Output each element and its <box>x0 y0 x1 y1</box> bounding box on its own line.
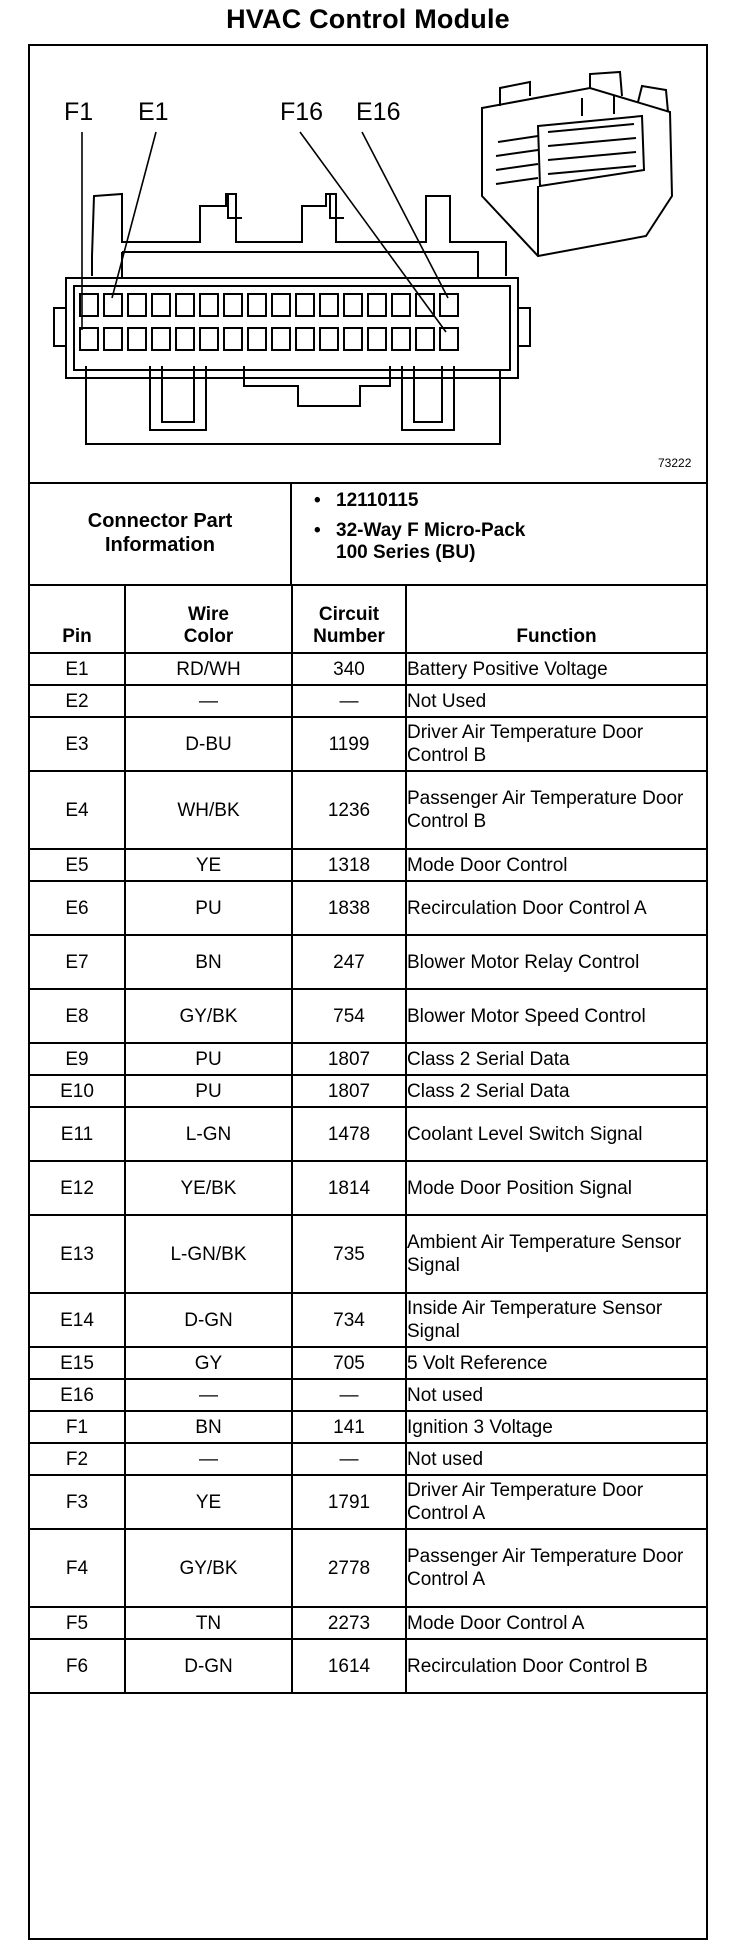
function-cell: 5 Volt Reference <box>406 1347 706 1379</box>
cavity-row-f <box>80 328 458 350</box>
pin-cell: F4 <box>30 1529 125 1607</box>
connector-3d-icon <box>482 72 672 256</box>
wire-color-cell: D-BU <box>125 717 292 771</box>
circuit-cell: 1478 <box>292 1107 406 1161</box>
part-number-item <box>314 490 418 512</box>
circuit-cell: 141 <box>292 1411 406 1443</box>
function-cell: Ambient Air Temperature Sensor Signal <box>406 1215 706 1293</box>
function-cell: Ignition 3 Voltage <box>406 1411 706 1443</box>
col-function: Function <box>406 584 706 653</box>
table-row <box>30 1215 706 1293</box>
table-row <box>30 1529 706 1607</box>
function-cell: Recirculation Door Control B <box>406 1639 706 1693</box>
pin-cell: E2 <box>30 685 125 717</box>
table-row <box>30 989 706 1043</box>
pinout-frame <box>28 44 708 1940</box>
wire-color-cell: TN <box>125 1607 292 1639</box>
figure-number: 73222 <box>658 456 692 470</box>
function-cell: Driver Air Temperature Door Control A <box>406 1475 706 1529</box>
table-row <box>30 1075 706 1107</box>
circuit-cell: 735 <box>292 1215 406 1293</box>
function-cell: Blower Motor Relay Control <box>406 935 706 989</box>
table-row <box>30 881 706 935</box>
pin-cell: E6 <box>30 881 125 935</box>
function-cell: Mode Door Position Signal <box>406 1161 706 1215</box>
circuit-cell: — <box>292 685 406 717</box>
function-cell: Blower Motor Speed Control <box>406 989 706 1043</box>
col-pin: Pin <box>30 584 125 653</box>
wire-color-cell: BN <box>125 935 292 989</box>
table-row <box>30 1379 706 1411</box>
wire-color-cell: L-GN/BK <box>125 1215 292 1293</box>
circuit-cell: 2273 <box>292 1607 406 1639</box>
table-row <box>30 653 706 685</box>
function-cell: Mode Door Control <box>406 849 706 881</box>
function-cell: Not used <box>406 1379 706 1411</box>
circuit-cell: 2778 <box>292 1529 406 1607</box>
description-item <box>314 520 525 542</box>
wire-color-cell: — <box>125 1443 292 1475</box>
pin-cell: F1 <box>30 1411 125 1443</box>
bullet-icon: • <box>314 520 321 541</box>
description-item-cont <box>336 542 475 564</box>
function-cell: Battery Positive Voltage <box>406 653 706 685</box>
function-cell: Coolant Level Switch Signal <box>406 1107 706 1161</box>
circuit-cell: 1807 <box>292 1043 406 1075</box>
wire-color-cell: RD/WH <box>125 653 292 685</box>
function-cell: Recirculation Door Control A <box>406 881 706 935</box>
label-f1: F1 <box>64 98 94 126</box>
circuit-cell: 1614 <box>292 1639 406 1693</box>
wire-color-cell: — <box>125 685 292 717</box>
function-cell: Inside Air Temperature Sensor Signal <box>406 1293 706 1347</box>
wire-color-cell: D-GN <box>125 1639 292 1693</box>
wire-color-cell: PU <box>125 1075 292 1107</box>
wire-color-cell: PU <box>125 1043 292 1075</box>
pin-cell: E11 <box>30 1107 125 1161</box>
info-label-line2: Information <box>105 534 215 556</box>
table-row <box>30 1607 706 1639</box>
pin-cell: E9 <box>30 1043 125 1075</box>
label-e16: E16 <box>356 98 401 126</box>
pin-cell: E3 <box>30 717 125 771</box>
wire-color-cell: YE/BK <box>125 1161 292 1215</box>
pin-cell: E14 <box>30 1293 125 1347</box>
table-row <box>30 717 706 771</box>
function-cell: Not Used <box>406 685 706 717</box>
wire-color-cell: GY <box>125 1347 292 1379</box>
function-cell: Class 2 Serial Data <box>406 1043 706 1075</box>
wire-color-cell: WH/BK <box>125 771 292 849</box>
cavity-row-e <box>80 294 458 316</box>
wire-color-cell: BN <box>125 1411 292 1443</box>
wire-color-cell: — <box>125 1379 292 1411</box>
pin-table <box>30 584 706 1694</box>
pin-cell: E5 <box>30 849 125 881</box>
pin-cell: F3 <box>30 1475 125 1529</box>
pin-cell: E1 <box>30 653 125 685</box>
table-row <box>30 1475 706 1529</box>
circuit-cell: 1236 <box>292 771 406 849</box>
col-wire-color: Wire Color <box>125 584 292 653</box>
table-header-row <box>30 584 706 653</box>
circuit-cell: — <box>292 1443 406 1475</box>
table-row <box>30 1107 706 1161</box>
pin-cell: E10 <box>30 1075 125 1107</box>
col-circuit-number: Circuit Number <box>292 584 406 653</box>
pin-cell: E12 <box>30 1161 125 1215</box>
connector-diagram <box>30 46 706 484</box>
pin-cell: F2 <box>30 1443 125 1475</box>
circuit-cell: 1838 <box>292 881 406 935</box>
circuit-cell: 1791 <box>292 1475 406 1529</box>
function-cell: Passenger Air Temperature Door Control B <box>406 771 706 849</box>
circuit-cell: 247 <box>292 935 406 989</box>
table-row <box>30 849 706 881</box>
circuit-cell: 1807 <box>292 1075 406 1107</box>
circuit-cell: 1199 <box>292 717 406 771</box>
pin-cell: E16 <box>30 1379 125 1411</box>
connector-info-values <box>292 482 706 584</box>
connector-info-label <box>30 482 292 584</box>
function-cell: Class 2 Serial Data <box>406 1075 706 1107</box>
wire-color-cell: GY/BK <box>125 989 292 1043</box>
pin-cell: E4 <box>30 771 125 849</box>
wire-color-cell: L-GN <box>125 1107 292 1161</box>
circuit-cell: 705 <box>292 1347 406 1379</box>
pin-cell: F5 <box>30 1607 125 1639</box>
wire-color-cell: YE <box>125 1475 292 1529</box>
circuit-cell: 754 <box>292 989 406 1043</box>
wire-color-cell: YE <box>125 849 292 881</box>
pin-cell: E8 <box>30 989 125 1043</box>
pin-cell: E13 <box>30 1215 125 1293</box>
connector-face <box>54 194 530 444</box>
info-label-line1: Connector Part <box>87 510 233 532</box>
table-row <box>30 1443 706 1475</box>
circuit-cell: 734 <box>292 1293 406 1347</box>
wire-color-cell: D-GN <box>125 1293 292 1347</box>
part-number: 12110115 <box>336 490 419 511</box>
table-row <box>30 771 706 849</box>
bullet-icon: • <box>314 490 321 511</box>
table-row <box>30 1347 706 1379</box>
circuit-cell: 340 <box>292 653 406 685</box>
circuit-cell: — <box>292 1379 406 1411</box>
pin-cell: E15 <box>30 1347 125 1379</box>
table-row <box>30 1293 706 1347</box>
function-cell: Driver Air Temperature Door Control B <box>406 717 706 771</box>
function-cell: Passenger Air Temperature Door Control A <box>406 1529 706 1607</box>
circuit-cell: 1814 <box>292 1161 406 1215</box>
pin-cell: E7 <box>30 935 125 989</box>
table-row <box>30 1161 706 1215</box>
connector-info <box>30 482 706 586</box>
wire-color-cell: GY/BK <box>125 1529 292 1607</box>
label-f16: F16 <box>280 98 324 126</box>
page-title: HVAC Control Module <box>226 4 510 34</box>
label-e1: E1 <box>138 98 169 126</box>
description-line2: 100 Series (BU) <box>336 542 476 563</box>
table-row <box>30 1411 706 1443</box>
table-row <box>30 1043 706 1075</box>
table-row <box>30 1639 706 1693</box>
description-line1: 32-Way F Micro-Pack <box>336 520 526 541</box>
table-row <box>30 685 706 717</box>
pin-cell: F6 <box>30 1639 125 1693</box>
circuit-cell: 1318 <box>292 849 406 881</box>
wire-color-cell: PU <box>125 881 292 935</box>
function-cell: Mode Door Control A <box>406 1607 706 1639</box>
table-row <box>30 935 706 989</box>
function-cell: Not used <box>406 1443 706 1475</box>
